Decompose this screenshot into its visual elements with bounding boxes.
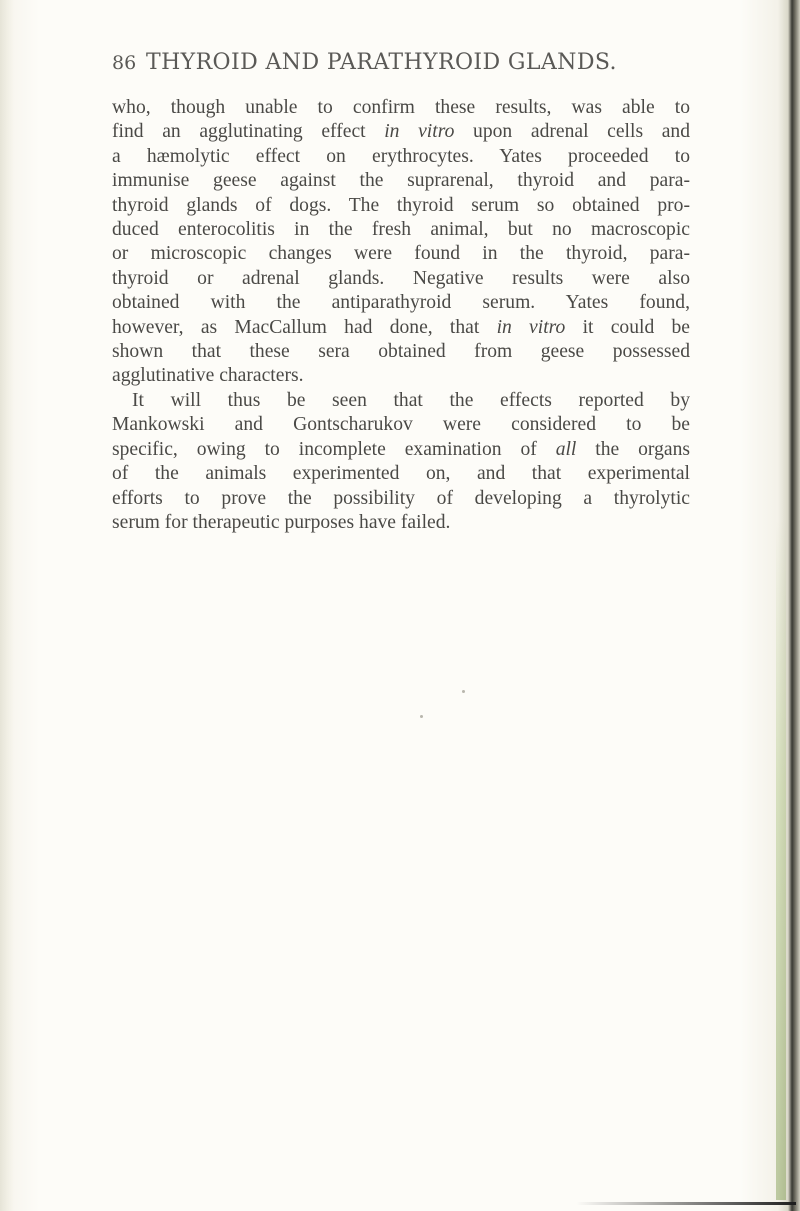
text-line: who, though unable to confirm these results, was able to [112, 97, 690, 118]
page-edge-tint [776, 520, 786, 1200]
italic-term: all [555, 438, 577, 460]
text-line: shown that these sera obtained from geese possessed [112, 341, 690, 363]
text-line: serum for therapeutic purposes have failed. [112, 511, 451, 533]
italic-term: in vitro [384, 121, 455, 143]
paragraph-1 [112, 96, 690, 389]
text-line: find an agglutinating effect in vitro upon adrenal cells and [112, 121, 690, 143]
text-line: Mankowski and Gontscharukov were considered to be [112, 414, 690, 436]
text-line: It will thus be seen that the effects reported by [132, 389, 690, 411]
paper-speck [420, 715, 423, 718]
text-line: a hæmolytic effect on erythrocytes. Yates proceeded to [112, 145, 690, 167]
text-line: obtained with the antiparathyroid serum. Yates found, [112, 292, 690, 314]
text-line: however, as MacCallum had done, that in vitro it could be [112, 316, 691, 338]
page-bottom-edge [576, 1202, 796, 1205]
running-title: THYROID AND PARATHYROID GLANDS. [146, 50, 617, 75]
text-line: specific, owing to incomplete examination of all the organs [112, 438, 690, 460]
text-line: thyroid or adrenal glands. Negative results were also [112, 267, 690, 289]
page-number: 86 [112, 52, 137, 74]
text-line: of the animals experimented on, and that experimental [112, 463, 690, 485]
text-line: immunise geese against the suprarenal, thyroid and para- [112, 170, 690, 192]
body-text [112, 96, 690, 535]
page-gutter-shadow [0, 0, 14, 1211]
text-line: thyroid glands of dogs. The thyroid serum so obtained pro- [112, 194, 690, 216]
text-line: efforts to prove the possibility of developing a thyrolytic [112, 487, 690, 509]
text-line: or microscopic changes were found in the thyroid, para- [112, 243, 690, 265]
text-line: agglutinative characters. [112, 365, 304, 387]
paragraph-2 [112, 389, 690, 535]
paper-speck [462, 690, 465, 693]
running-head [112, 50, 690, 84]
italic-term: in vitro [496, 316, 566, 338]
text-line: duced enterocolitis in the fresh animal, but no macroscopic [112, 219, 690, 241]
